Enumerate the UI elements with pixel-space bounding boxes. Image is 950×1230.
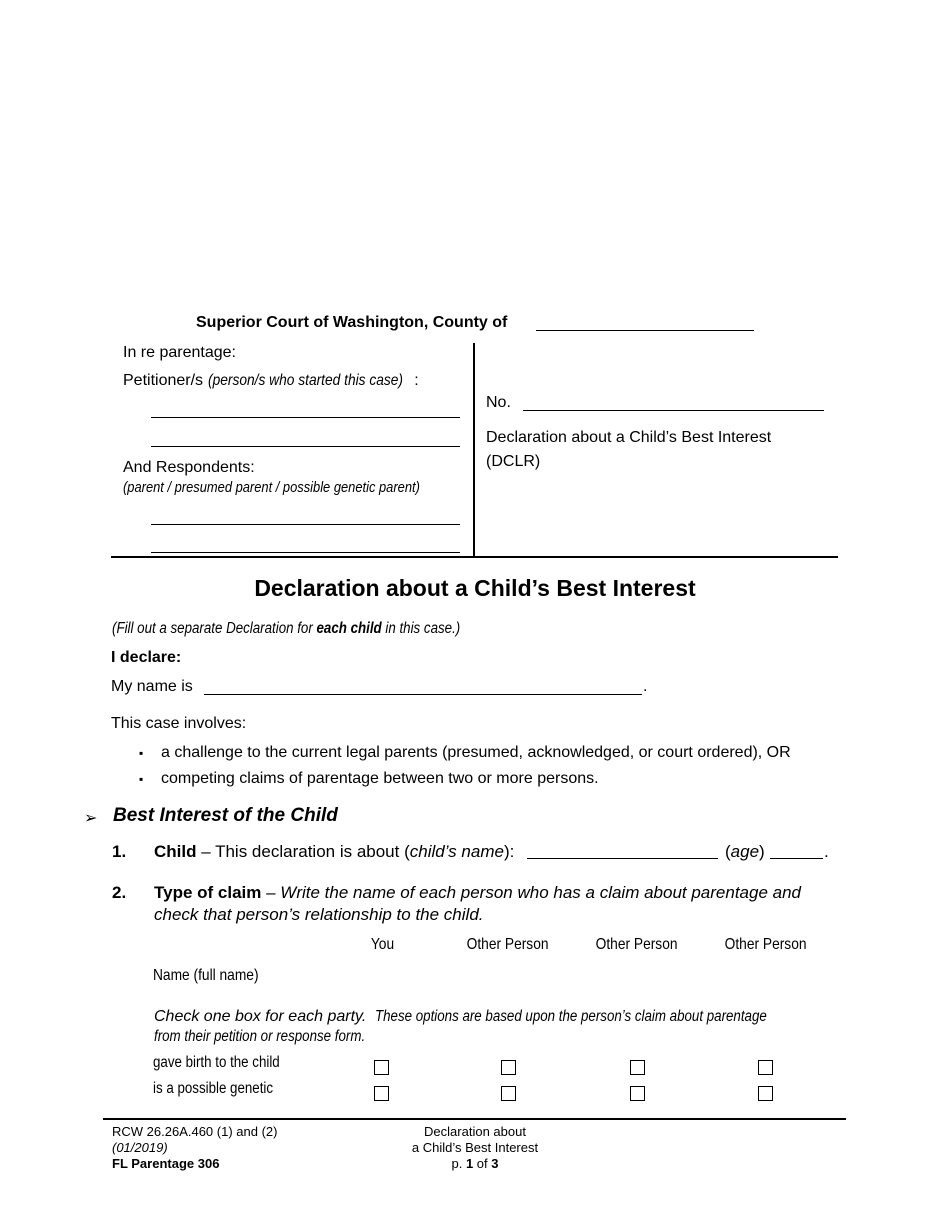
row-label-gave-birth: gave birth to the child [153,1054,280,1071]
item-number-2: 2. [112,883,127,902]
name-row-label: Name (full name) [153,967,259,984]
child-name-field[interactable] [527,858,718,859]
bullet-icon: ▪ [139,772,144,786]
respondent-name-field-1[interactable] [151,524,460,525]
case-number-label: No. [486,394,511,411]
case-number-field[interactable] [523,410,824,411]
respondents-hint: (parent / presumed parent / possible genetic parent) [123,479,420,496]
checkbox-gave-birth-other-1[interactable] [501,1060,516,1075]
in-re-label: In re parentage: [123,344,236,361]
instruction-note: (Fill out a separate Declaration for each child in this case.) [112,620,461,637]
footer-form-id: FL Parentage 306 [112,1156,220,1171]
bullet-icon: ▪ [139,746,144,760]
respondent-name-field-2[interactable] [151,552,460,553]
checkbox-genetic-other-2[interactable] [630,1086,645,1101]
caption-bottom-rule [111,556,838,558]
court-title: Superior Court of Washington, County of [196,314,508,331]
i-declare: I declare: [111,649,182,666]
type-of-claim-line2: check that person’s relationship to the child. [154,905,484,924]
checkbox-genetic-other-1[interactable] [501,1086,516,1101]
check-note-line2: from their petition or response form. [154,1028,366,1045]
caption-divider [473,343,475,557]
petitioner-hint: (person/s who started this case) [207,372,403,389]
type-of-claim-line1: Type of claim – Write the name of each person who has a claim about parentage and [154,883,802,902]
age-label: (age) [725,842,765,861]
checkbox-genetic-other-3[interactable] [758,1086,773,1101]
checkbox-genetic-you[interactable] [374,1086,389,1101]
name-period: . [643,678,648,695]
age-period: . [824,842,829,861]
footer-center-line1: Declaration about [424,1124,526,1139]
county-field[interactable] [536,330,754,331]
item-number-1: 1. [112,842,127,861]
checkbox-gave-birth-other-3[interactable] [758,1060,773,1075]
page-title: Declaration about a Child’s Best Interest [254,575,696,601]
footer-rule [103,1118,846,1120]
respondents-label: And Respondents: [123,459,255,476]
doc-title-line1: Declaration about a Child’s Best Interest [486,429,772,446]
footer-date: (01/2019) [112,1140,168,1155]
footer-rcw: RCW 26.26A.460 (1) and (2) [112,1124,278,1139]
child-line: Child – This declaration is about (child’s name): [154,842,515,861]
column-header-you: You [370,936,394,953]
column-header-other-2: Other Person [596,936,678,953]
doc-title-line2: (DCLR) [486,453,541,470]
petitioner-label: Petitioner/s (person/s who started this case) : [123,372,419,390]
child-age-field[interactable] [770,858,823,859]
arrow-bullet-icon: ➢ [84,810,98,827]
checkbox-gave-birth-you[interactable] [374,1060,389,1075]
footer-center-line2: a Child’s Best Interest [411,1140,539,1155]
section-heading: Best Interest of the Child [113,805,338,826]
checkbox-gave-birth-other-2[interactable] [630,1060,645,1075]
list-item: competing claims of parentage between two or more persons. [161,770,599,787]
row-label-possible-genetic: is a possible genetic [153,1080,274,1097]
petitioner-name-field-2[interactable] [151,446,460,447]
footer-page-number: p. 1 of 3 [451,1156,499,1171]
check-instruction: Check one box for each party. These options are based upon the person’s claim about parentage [154,1008,767,1025]
column-header-other-3: Other Person [725,936,807,953]
case-involves: This case involves: [111,715,247,732]
column-header-other-1: Other Person [467,936,549,953]
my-name-label: My name is [111,678,193,695]
declarant-name-field[interactable] [204,694,642,695]
list-item: a challenge to the current legal parents (presumed, acknowledged, or court ordered), OR [161,744,791,761]
petitioner-name-field-1[interactable] [151,417,460,418]
